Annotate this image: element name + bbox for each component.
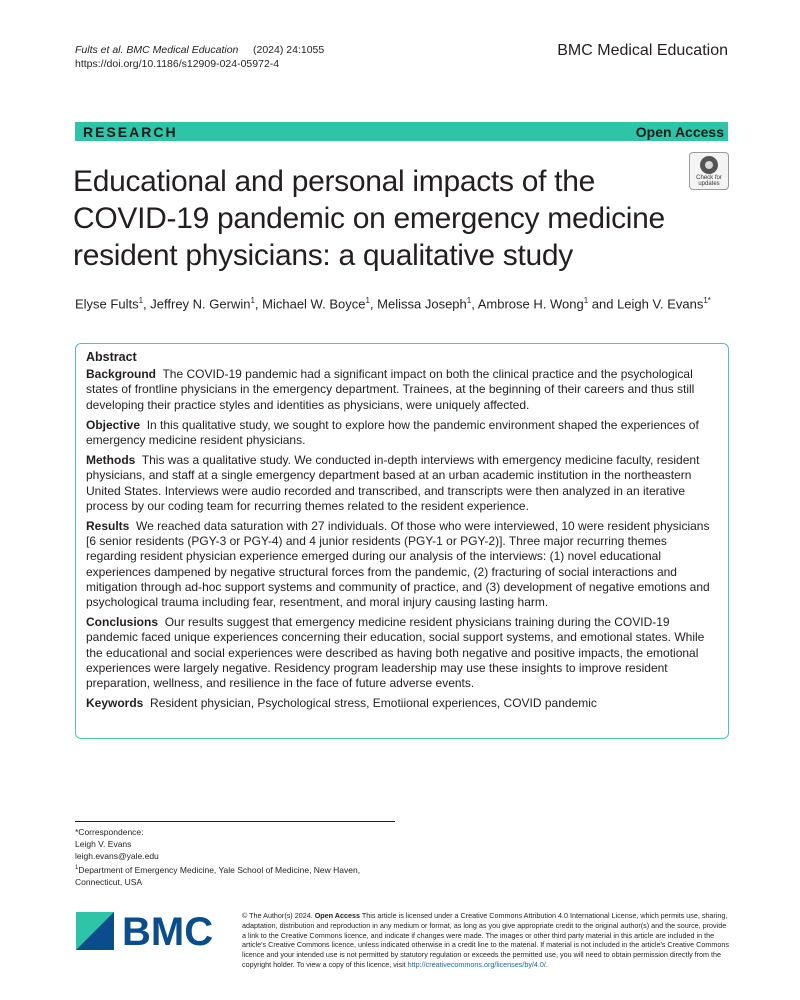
author-name[interactable]: Ambrose H. Wong (477, 296, 584, 312)
check-for-updates-badge[interactable] (689, 152, 729, 190)
author-affiliation-mark: 1 (250, 296, 255, 305)
journal-name: BMC Medical Education (557, 42, 728, 59)
author-name[interactable]: Melissa Joseph (377, 296, 467, 312)
abstract-conclusions (86, 615, 718, 691)
author-name[interactable]: Elyse Fults (75, 296, 139, 312)
abstract-background (86, 367, 718, 413)
badge-line-1: Check for (696, 175, 722, 181)
article-type-label: RESEARCH (83, 123, 178, 140)
author-name[interactable]: Leigh V. Evans (617, 296, 704, 312)
section-label: Keywords (86, 696, 144, 711)
license-prefix: © The Author(s) 2024. (242, 911, 313, 920)
author-list: Elyse Fults$^1$, Jeffrey N. Gerwin$^1$, Michael W. Boyce$^1$, Melissa Joseph$^1$, Ambrose H. Wong$^1$ and Leigh V. Evans$^{1*}$ (75, 296, 711, 312)
section-label: Objective (86, 417, 141, 432)
section-label: Methods (86, 453, 136, 468)
abstract-heading: Abstract (86, 350, 137, 364)
affiliation-mark: 1 (75, 865, 79, 871)
license-suffix: . (545, 959, 548, 969)
footnote-divider (75, 821, 395, 822)
doi-link[interactable]: https://doi.org/10.1186/s12909-024-05972-4 (75, 58, 280, 70)
author-affiliation-mark: 1* (703, 296, 711, 305)
section-label: Background (86, 367, 157, 382)
section-text: The COVID-19 pandemic had a significant impact on both the clinical practice and the psychological states of frontline physicians in the emergency department. Trainees, at the beginning of their careers and thus still developing their practice styles and identities as physicians, were uniquely affected. (86, 367, 695, 412)
correspondence-label: *Correspondence: (75, 827, 144, 837)
bmc-logo-mark (76, 912, 226, 950)
article-type-banner (75, 122, 728, 141)
abstract-results (86, 519, 718, 610)
abstract-box (75, 343, 729, 739)
abstract-keywords (86, 696, 718, 711)
check-updates-icon (700, 156, 718, 174)
correspondence-block (75, 826, 375, 888)
abstract-methods (86, 453, 718, 514)
citation-header (75, 43, 324, 71)
section-label: Conclusions (86, 615, 159, 630)
author-affiliation-mark: 1 (365, 296, 370, 305)
section-text: Our results suggest that emergency medicine resident physicians training during the COVID-19 pandemic faced unique experiences concerning their education, social support systems, and emotional states. While the educational and social experiences were described as having both negative and positive impacts, the emotional experiences were largely negative. Residency program leadership may use these insights to improve resident preparation, wellness, and resilience in the face of future adverse events. (86, 615, 705, 691)
correspondence-name: Leigh V. Evans (75, 839, 132, 849)
citation-volume: (2024) 24:1055 (253, 44, 325, 56)
license-link[interactable]: http://creativecommons.org/licenses/by/4.0/ (407, 959, 546, 969)
open-access-label: Open Access (635, 123, 724, 140)
badge-line-2: updates (698, 181, 720, 187)
author-affiliation-mark: 1 (583, 296, 589, 305)
author-name[interactable]: Michael W. Boyce (262, 296, 366, 312)
section-text: Resident physician, Psychological stress, Emotiional experiences, COVID pandemic (150, 696, 597, 711)
section-text: This was a qualitative study. We conducted in-depth interviews with emergency medicine faculty, resident physicians, and staff at a single emergency department based at an urban academic institution in the northeastern United States. Interviews were audio recorded and transcribed, and transcripts were then analyzed in an iterative process by our coding team for recurring themes related to the resident experience. (86, 453, 700, 513)
author-affiliation-mark: 1 (138, 296, 144, 305)
logo-text: BMC (122, 912, 214, 950)
section-text: In this qualitative study, we sought to explore how the pandemic environment shaped the experiences of emergency medicine resident physicians. (86, 417, 699, 448)
article-title: Educational and personal impacts of the COVID-19 pandemic on emergency medicine resident physicians: a qualitative study (73, 165, 665, 272)
section-text: We reached data saturation with 27 individuals. Of those who were interviewed, 10 were resident physicians [6 senior residents (PGY-3 or PGY-4) and 4 junior residents (PGY-1 or PGY-2)]. Three major recurring themes regarding resident physician experience emerged during our analysis of the interviews: (1) novel educational experiences dampened by negative structural forces from the pandemic, (2) fracturing of social interactions and mitigation through ad-hoc support systems and community of practice, and (3) development of negative emotions and psychological trauma including fear, resentment, and moral injury causing lasting harm. (86, 519, 710, 610)
affiliation-text: Department of Emergency Medicine, Yale School of Medicine, New Haven, Connecticut, USA (75, 864, 361, 887)
correspondence-email[interactable]: leigh.evans@yale.edu (75, 851, 159, 861)
bmc-logo[interactable] (76, 912, 226, 950)
abstract-objective (86, 418, 718, 448)
citation-authors: Fults et al. BMC Medical Education (75, 44, 239, 56)
license-open-access: Open Access (314, 911, 360, 920)
affiliation (75, 862, 375, 888)
section-label: Results (86, 519, 130, 534)
author-affiliation-mark: 1 (466, 296, 472, 305)
author-name[interactable]: Jeffrey N. Gerwin (150, 296, 251, 312)
license-text (242, 911, 732, 970)
license-body: This article is licensed under a Creative Commons Attribution 4.0 International License, which permits use, sharing, adaptation, distribution and reproduction in any medium or format, as long as you give appropriate credit to the original author(s) and the source, provide a link to the Creative Commons licence, and indicate if changes were made. The images or other third party material in this article are included in the article's Creative Commons licence, unless indicated otherwise in a credit line to the material. If material is not included in the article's Creative Commons licence and your intended use is not permitted by statutory regulation or exceeds the permitted use, you will need to obtain permission directly from the copyright holder. To view a copy of this licence, visit (242, 911, 729, 969)
